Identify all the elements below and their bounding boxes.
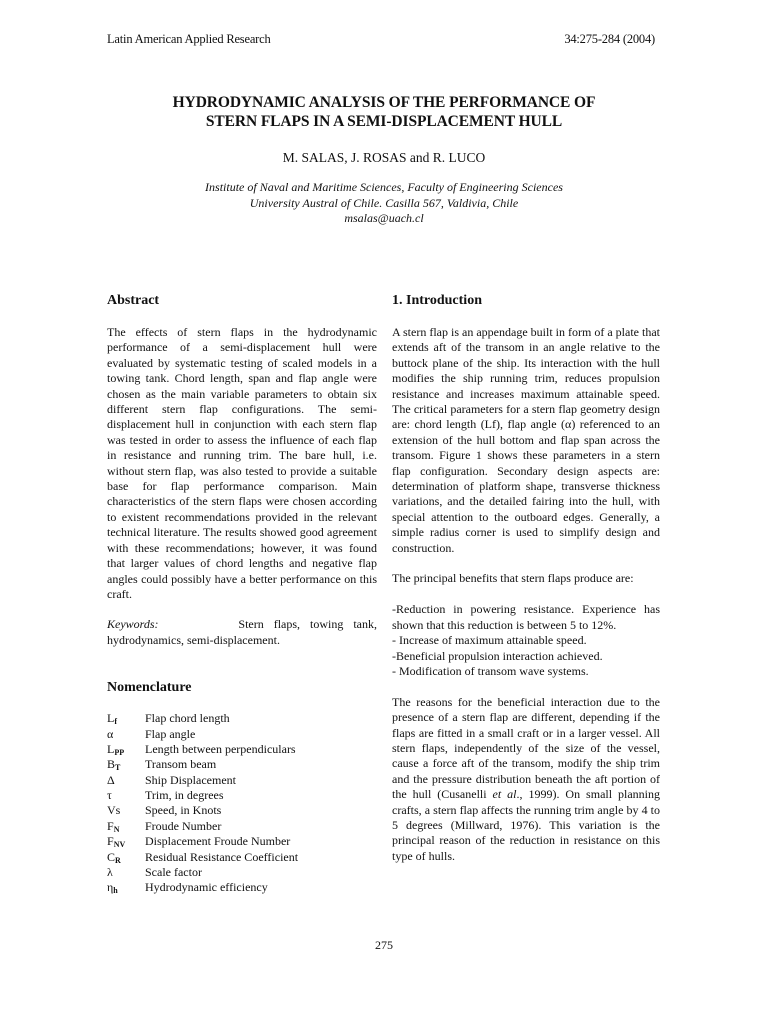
nomenclature-item — [107, 819, 377, 834]
nomenclature-symbol: $L_f$ — [107, 711, 118, 727]
nomenclature-symbol: $B_T$ — [107, 757, 121, 773]
title-line: STERN FLAPS IN A SEMI-DISPLACEMENT HULL — [205, 113, 563, 130]
et-al: et al — [492, 787, 517, 802]
nomenclature-item — [107, 865, 377, 880]
nomenclature-item — [107, 850, 377, 865]
title-line: HYDRODYNAMIC ANALYSIS OF THE PERFORMANCE OF — [172, 94, 596, 111]
page-number: 275 — [375, 938, 393, 952]
nomenclature-item — [107, 757, 377, 772]
affiliation-institute: Institute of Naval and Maritime Sciences, Faculty of Engineering Sciences — [205, 180, 563, 194]
intro-paragraph-3 — [392, 695, 660, 864]
nomenclature-heading: Nomenclature — [107, 680, 192, 696]
nomenclature-description: Flap angle — [145, 726, 196, 741]
journal-citation: 34:275-284 (2004) — [564, 32, 655, 46]
nomenclature-symbol: $F_N$ — [107, 818, 120, 834]
nomenclature-item — [107, 773, 377, 788]
right-column — [392, 292, 660, 864]
nomenclature-description: Scale factor — [145, 865, 202, 880]
nomenclature-description: Trim, in degrees — [145, 788, 224, 803]
nomenclature-symbol: $C_R$ — [107, 849, 121, 865]
benefit-item: -Reduction in powering resistance. Experience has shown that this reduction is between 5 to 12%. — [392, 602, 660, 632]
intro-paragraph-3-part: ., 1999). On small planning crafts, a stern flap affects the running trim angle by 4 to 5 degrees (Millward, 1976). This variation is the principal reason of the reduction in resistance on this type of hulls. — [392, 787, 661, 863]
keywords-label: Keywords: — [107, 617, 159, 632]
abstract-text: The effects of stern flaps in the hydrodynamic performance of a semi-displacement hull were evaluated by systematic testing of scaled models in a towing tank. Chord length, span and flap angle were chosen as the main variable parameters to obtain six different stern flap configurations. The semi-displacement hull in conjunction with each stern flap was tested in order to assess the influence of each flap in resistance and running trim. The bare hull, i.e. without stern flap, was also tested to provide a suitable base for flap performance comparison. Main characteristics of the stern flaps were chosen according to existent recommendations provided in the relevant technical literature. The results showed good agreement with these recommendations; however, it was found that larger values of chord lengths and negative flap angles could possibly have a better performance on this craft. — [107, 325, 377, 601]
nomenclature-description: Ship Displacement — [145, 772, 236, 787]
nomenclature-symbol: Vs — [107, 803, 121, 818]
nomenclature-list — [107, 711, 377, 896]
benefit-item: - Increase of maximum attainable speed. — [392, 633, 587, 648]
affiliation-email[interactable]: msalas@uach.cl — [344, 211, 424, 225]
affiliation-address: University Austral of Chile. Casilla 567, Valdivia, Chile — [249, 195, 519, 210]
nomenclature-description: Displacement Froude Number — [145, 834, 291, 849]
authors: M. SALAS, J. ROSAS and R. LUCO — [282, 150, 486, 165]
benefit-item: -Beneficial propulsion interaction achieved. — [392, 648, 603, 663]
intro-paragraph-1: A stern flap is an appendage built in form of a plate that extends aft of the transom in an angle relative to the buttock plane of the ship. Its interaction with the hull modifies the ship running trim, reduces propulsion resistance and increases maximum attainable speed. The critical parameters for a stern flap geometry design are: chord length (Lf), flap angle (α) referenced to an extension of the hull bottom and flap span across the transom. Figure 1 shows these parameters in a stern flap configuration. Secondary design aspects are: determination of platform shape, transverse thickness variations, and the detailed fairing into the hull, with special attention to the outboard edges. Generally, a simple radius corner is used to simplify design and construction. — [392, 325, 660, 555]
affiliation — [100, 180, 668, 227]
benefit-item: - Modification of transom wave systems. — [392, 663, 589, 678]
nomenclature-symbol: $\eta_h$ — [107, 880, 118, 896]
nomenclature-symbol: $L_{PP}$ — [107, 741, 125, 757]
paper-title — [100, 93, 668, 131]
keywords — [107, 617, 377, 648]
nomenclature-symbol: τ — [107, 788, 112, 803]
nomenclature-symbol: λ — [107, 865, 113, 880]
nomenclature-item — [107, 711, 377, 726]
nomenclature-item — [107, 880, 377, 895]
abstract-heading: Abstract — [107, 293, 160, 308]
nomenclature-item — [107, 788, 377, 803]
introduction-heading: 1. Introduction — [392, 293, 482, 308]
nomenclature-description: Hydrodynamic efficiency — [145, 880, 268, 895]
nomenclature-item — [107, 727, 377, 742]
running-head — [107, 32, 655, 47]
intro-paragraph-3-part: The reasons for the beneficial interaction due to the presence of a stern flap are different, depending if the flaps are fitted in a small craft or in a larger vessel. All stern flaps, independently of the size of the vessel, cause a force aft of the transom, modify the ship trim and the pressure distribution beneath the aft portion of the hull (Cusanelli — [392, 694, 660, 802]
nomenclature-description: Flap chord length — [145, 711, 230, 726]
nomenclature-item — [107, 803, 377, 818]
nomenclature-description: Transom beam — [145, 757, 217, 772]
keywords-text: Stern flaps, towing tank, hydrodynamics, semi-displacement. — [107, 617, 377, 647]
nomenclature-description: Length between perpendiculars — [145, 741, 296, 756]
intro-paragraph-2: The principal benefits that stern flaps produce are: — [392, 571, 634, 586]
nomenclature-description: Speed, in Knots — [145, 803, 222, 818]
benefits-list — [392, 602, 660, 679]
nomenclature-description: Froude Number — [145, 818, 222, 833]
left-column — [107, 292, 377, 896]
nomenclature-description: Residual Resistance Coefficient — [145, 849, 299, 864]
nomenclature-symbol: Δ — [107, 772, 115, 787]
nomenclature-symbol: α — [107, 726, 114, 741]
journal-name: Latin American Applied Research — [107, 32, 271, 46]
nomenclature-item — [107, 742, 377, 757]
nomenclature-item — [107, 834, 377, 849]
nomenclature-symbol: $F_{NV}$ — [107, 834, 126, 850]
